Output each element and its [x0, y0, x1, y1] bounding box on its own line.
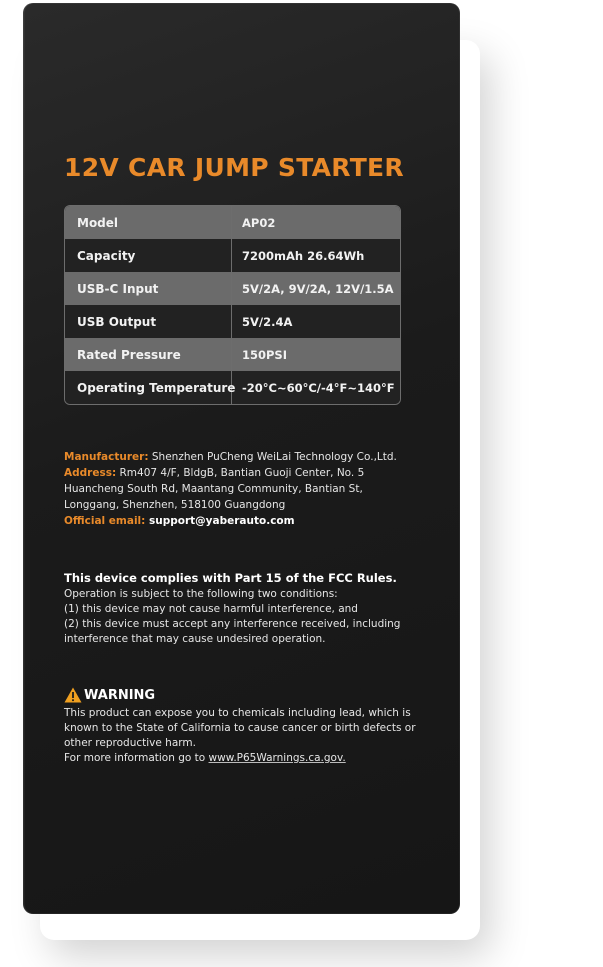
address-label: Address: [64, 467, 117, 479]
warning-title: WARNING [84, 687, 156, 703]
email-label: Official email: [64, 515, 146, 527]
device-back-panel [23, 3, 460, 914]
fcc-line: (1) this device may not cause harmful interference, and [64, 603, 358, 615]
product-title: 12V CAR JUMP STARTER [64, 153, 404, 182]
warning-triangle-icon [64, 687, 82, 703]
spec-label: Capacity [65, 239, 232, 272]
fcc-title: This device complies with Part 15 of the FCC Rules. [64, 571, 397, 585]
warning-header [64, 687, 424, 703]
spec-row-capacity [65, 239, 400, 272]
prop65-warning [64, 687, 424, 766]
spec-label: Model [65, 206, 232, 239]
spec-row-usb-output [65, 305, 400, 338]
spec-row-rated-pressure [65, 338, 400, 371]
spec-label: USB Output [65, 305, 232, 338]
manufacturer-label: Manufacturer: [64, 451, 149, 463]
warning-more-info [64, 751, 424, 766]
spec-label: USB-C Input [65, 272, 232, 305]
spec-table [64, 205, 401, 405]
spec-value: 5V/2.4A [242, 314, 293, 329]
manufacturer-value: Shenzhen PuCheng WeiLai Technology Co.,Ltd. [148, 451, 397, 463]
fcc-statement [64, 571, 424, 647]
spec-label: Rated Pressure [65, 338, 232, 371]
spec-value: -20°C~60°C/-4°F~140°F [242, 380, 395, 395]
spec-value: 150PSI [242, 347, 287, 362]
warning-more-prefix: For more information go to [64, 752, 209, 764]
address-value: Rm407 4/F, BldgB, Bantian Guoji Center, No. 5 Huancheng South Rd, Maantang Community, Bantian St, Longgang, Shenzhen, 518100 Guangdong [64, 467, 365, 511]
spec-row-model [65, 206, 400, 239]
manufacturer-info [64, 449, 414, 529]
p65-link[interactable]: www.P65Warnings.ca.gov. [208, 752, 346, 764]
fcc-line: Operation is subject to the following two conditions: [64, 588, 338, 600]
spec-value: 5V/2A, 9V/2A, 12V/1.5A [242, 281, 394, 296]
manufacturer-line [64, 449, 414, 465]
address-line [64, 465, 414, 513]
warning-body: This product can expose you to chemicals including lead, which is known to the State of California to cause cancer or birth defects or other reproductive harm. [64, 707, 416, 749]
spec-value: AP02 [242, 215, 276, 230]
email-line [64, 513, 414, 529]
spec-row-operating-temperature [65, 371, 400, 404]
spec-row-usbc-input [65, 272, 400, 305]
email-value: support@yaberauto.com [145, 515, 295, 527]
fcc-line: (2) this device must accept any interference received, including interference that may cause undesired operation. [64, 618, 401, 645]
spec-label: Operating Temperature [65, 371, 232, 404]
spec-value: 7200mAh 26.64Wh [242, 248, 365, 263]
